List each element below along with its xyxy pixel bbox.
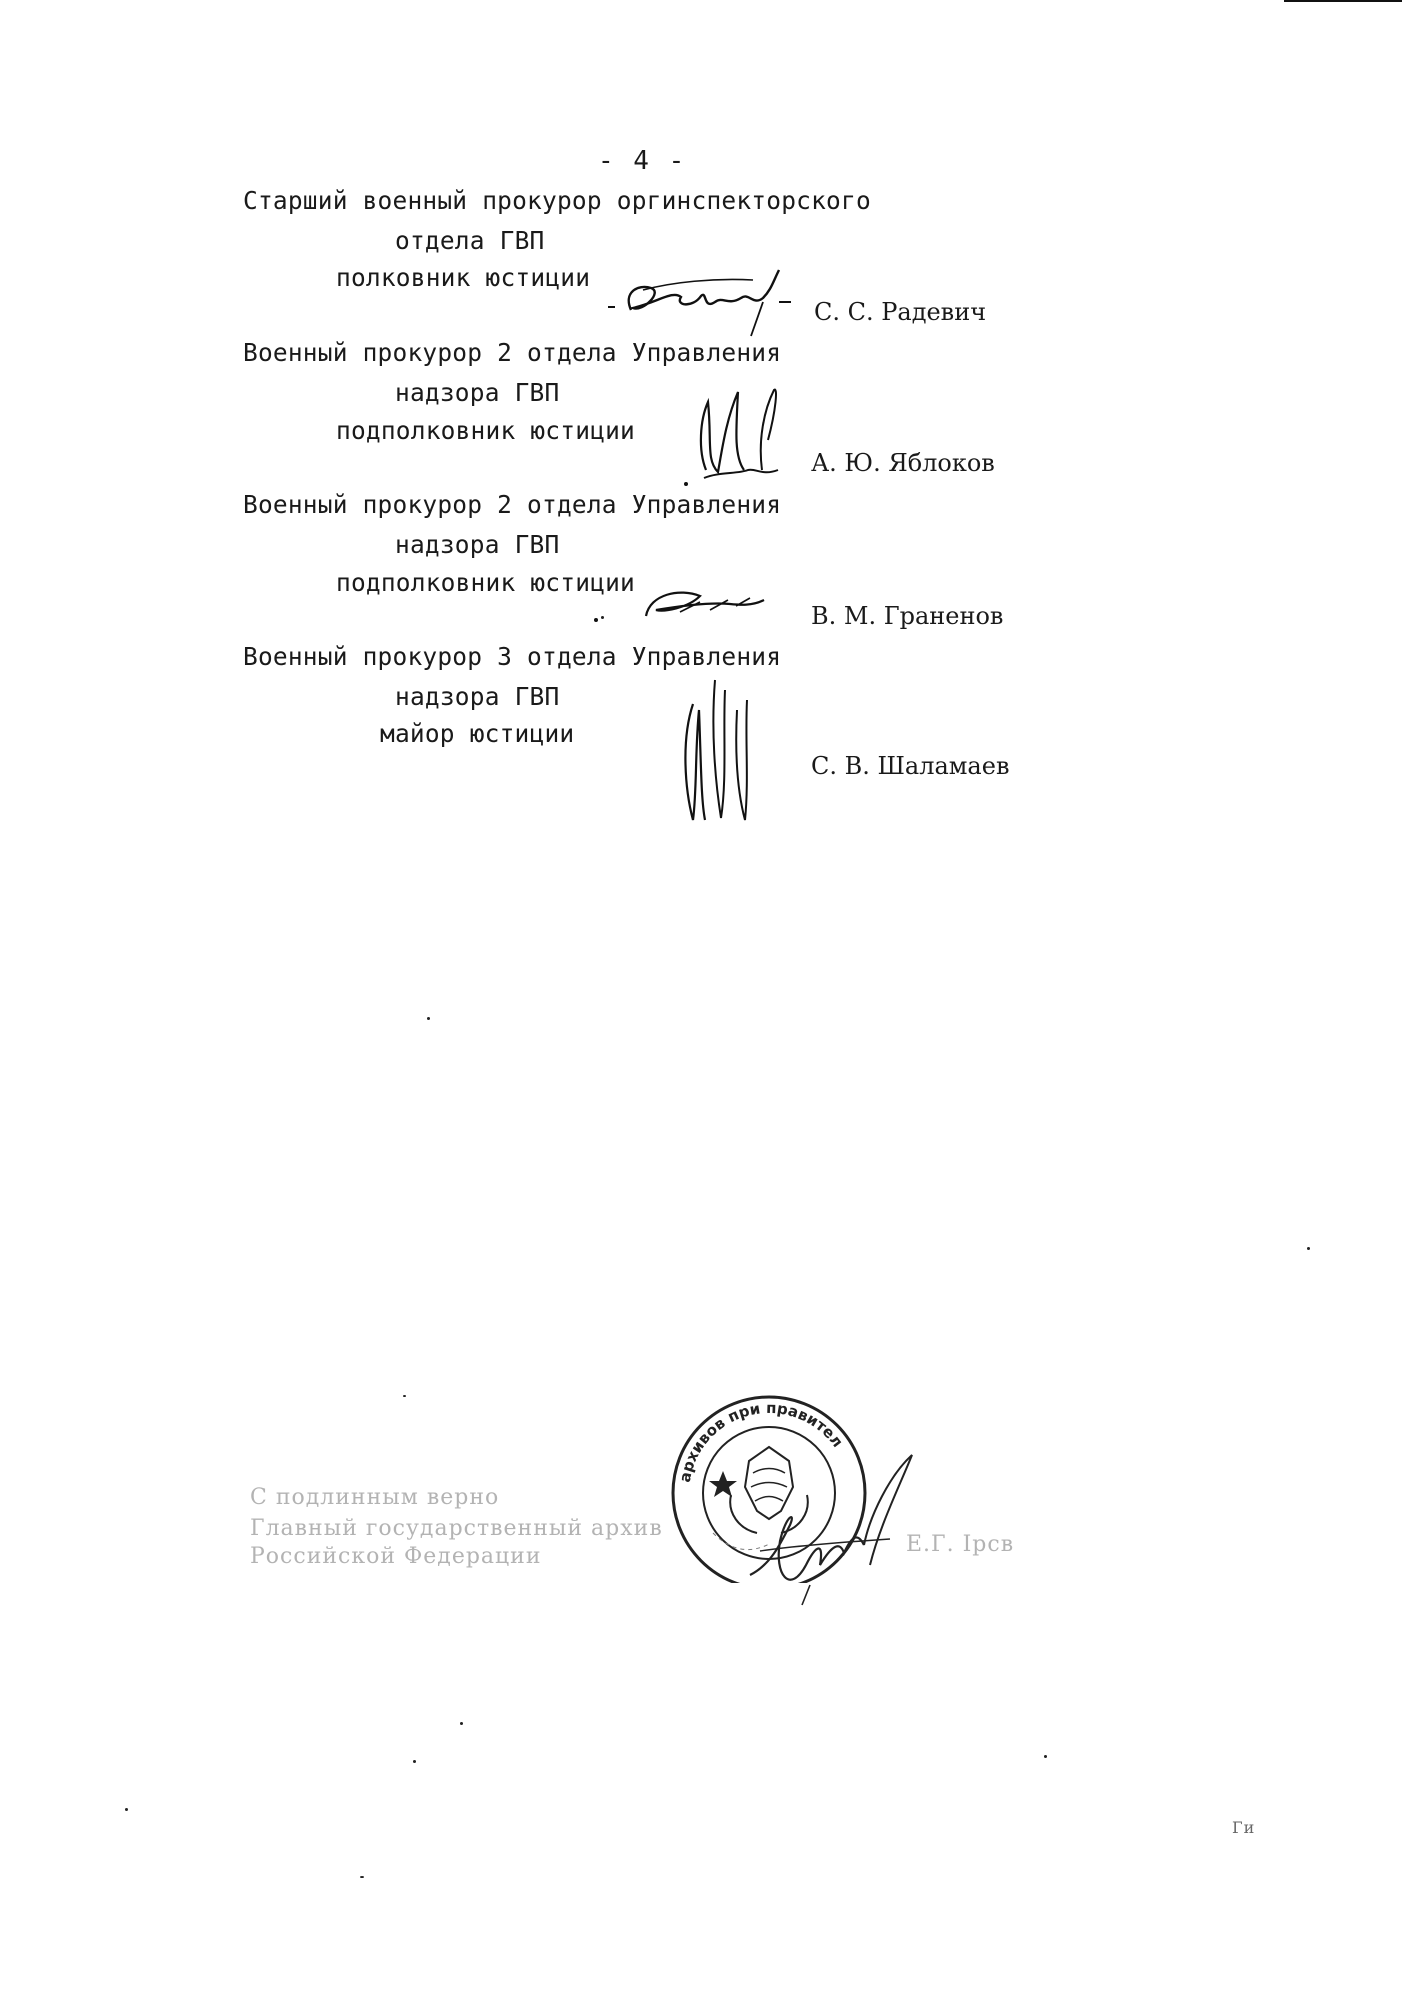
signature-4 [675, 670, 755, 830]
certification-line-2: Главный государственный архив [250, 1516, 663, 1541]
scan-speck [601, 616, 604, 619]
stamp-text: архивов при правител [675, 1398, 847, 1484]
certification-signature [740, 1445, 930, 1605]
signatory-3-department: надзора ГВП [395, 530, 560, 559]
signatory-4-department: надзора ГВП [395, 682, 560, 711]
scan-speck [360, 1876, 364, 1878]
signatory-1-name: С. С. Радевич [814, 298, 987, 326]
certification-name: Е.Г. Ірсв [906, 1532, 1015, 1557]
signatory-4-rank: майор юстиции [380, 719, 575, 748]
signatory-3-rank: подполковник юстиции [336, 568, 636, 597]
scan-speck [1044, 1755, 1047, 1758]
scan-speck [1307, 1247, 1310, 1250]
signatory-4-title: Военный прокурор 3 отдела Управления [243, 642, 782, 671]
corner-mark: Ги [1232, 1818, 1256, 1837]
scan-speck [125, 1808, 128, 1811]
signatory-1-rank: полковник юстиции [336, 263, 591, 292]
page-number: - 4 - [598, 146, 687, 176]
scan-speck [460, 1722, 463, 1725]
star-icon [709, 1471, 737, 1497]
signatory-3-name: В. М. Граненов [811, 602, 1004, 630]
certification-line-1: С подлинным верно [250, 1485, 500, 1510]
signatory-2-rank: подполковник юстиции [336, 416, 636, 445]
signatory-4-name: С. В. Шаламаев [811, 752, 1010, 780]
signatory-1-department: отдела ГВП [395, 226, 545, 255]
signatory-2-title: Военный прокурор 2 отдела Управления [243, 338, 782, 367]
signatory-3-title: Военный прокурор 2 отдела Управления [243, 490, 782, 519]
signature-2 [678, 380, 798, 490]
scan-speck [413, 1760, 416, 1763]
signatory-2-name: А. Ю. Яблоков [811, 449, 995, 477]
scan-speck [427, 1017, 430, 1020]
signatory-1-title: Старший военный прокурор оргинспекторского [243, 186, 871, 215]
certification-line-3: Российской Федерации [250, 1544, 542, 1569]
corner-rule [1284, 0, 1402, 2]
signature-1 [603, 262, 803, 332]
scan-speck [403, 1395, 406, 1397]
signature-3 [640, 580, 790, 630]
signatory-2-department: надзора ГВП [395, 378, 560, 407]
